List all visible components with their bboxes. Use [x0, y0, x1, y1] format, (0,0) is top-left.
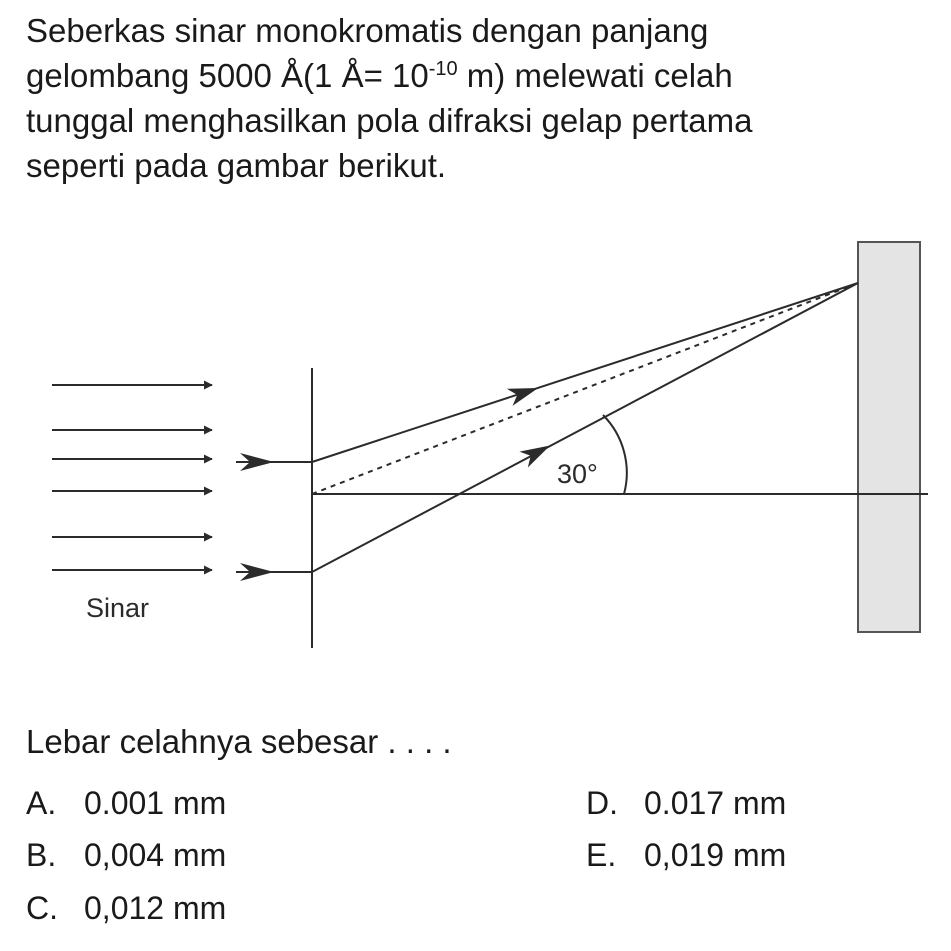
diffracted-ray-bottom: [312, 283, 858, 572]
option-value: 0,004 mm: [84, 837, 227, 873]
angle-arc: [603, 415, 627, 494]
top-ray-arrowhead: [507, 379, 541, 405]
option-letter: E.: [586, 837, 617, 873]
slit-edge-arrowheads: [240, 453, 274, 581]
question-line-2a: gelombang 5000 Å(1 Å= 10: [26, 57, 429, 94]
option-b[interactable]: [26, 835, 226, 875]
diffracted-ray-arrowheads: [507, 379, 554, 467]
option-value: 0.017 mm: [644, 785, 787, 821]
incoming-light-rays: [52, 385, 212, 570]
option-letter: A.: [26, 785, 57, 821]
option-letter: B.: [26, 837, 57, 873]
option-letter: C.: [26, 890, 58, 926]
question-line-4: seperti pada gambar berikut.: [26, 147, 447, 184]
question-line-1: Seberkas sinar monokromatis dengan panjang: [26, 12, 709, 49]
question-prompt: Lebar celahnya sebesar . . . .: [26, 723, 452, 760]
option-a[interactable]: [26, 783, 226, 823]
exponent: -10: [428, 58, 458, 80]
option-e[interactable]: [586, 835, 786, 875]
light-label: Sinar: [86, 593, 150, 623]
screen: [858, 242, 920, 632]
diffracted-ray-top: [312, 283, 858, 462]
question-line-2b: m) melewati celah: [457, 57, 733, 94]
question-line-3: tunggal menghasilkan pola difraksi gelap pertama: [26, 102, 753, 139]
option-letter: D.: [586, 785, 618, 821]
diffraction-diagram: [0, 225, 951, 665]
bottom-ray-arrowhead: [519, 438, 554, 468]
option-d[interactable]: [586, 783, 786, 823]
option-value: 0.001 mm: [84, 785, 227, 821]
question-text: [26, 8, 931, 188]
option-value: 0,019 mm: [644, 837, 787, 873]
option-c[interactable]: [26, 888, 226, 928]
option-value: 0,012 mm: [84, 890, 227, 926]
slit-edge-rays: [236, 462, 312, 572]
angle-label: 30°: [557, 459, 598, 489]
